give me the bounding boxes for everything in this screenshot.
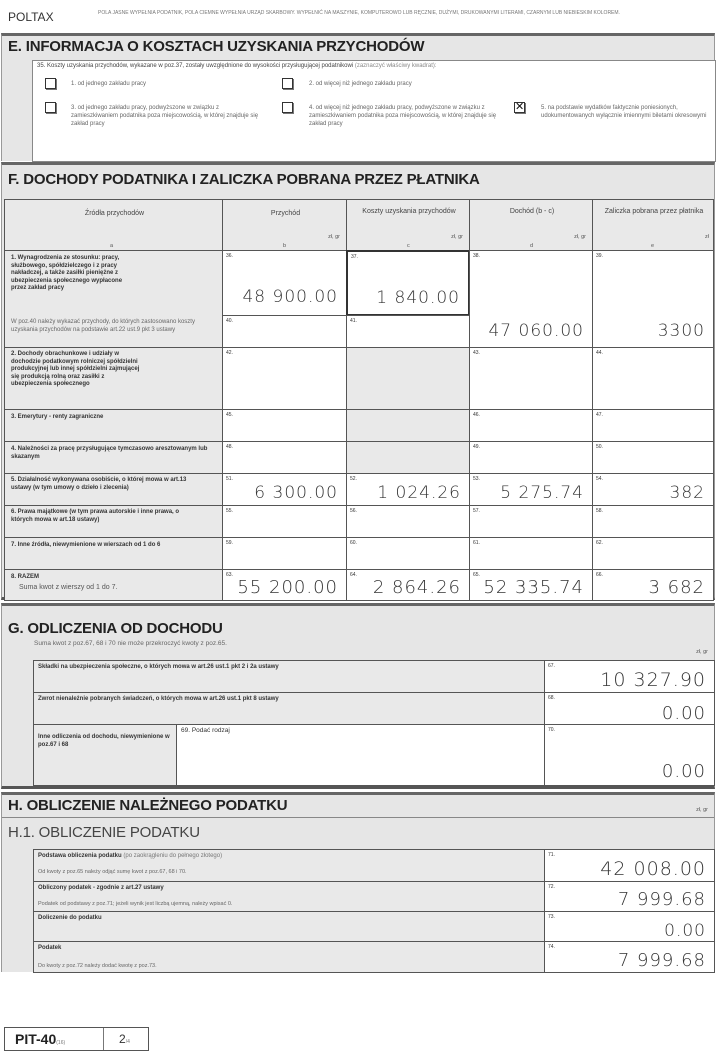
g-row-67-label: Składki na ubezpieczenia społeczne, o których mowa w art.26 ust.1 pkt 2 i 2a ustawy	[33, 660, 545, 693]
field-61[interactable]: 61.	[469, 537, 593, 570]
field-42[interactable]: 42.	[222, 347, 347, 410]
field-36[interactable]: 36. 48 900.00	[222, 250, 347, 316]
field-54[interactable]: 54. 382	[592, 473, 714, 506]
field-57[interactable]: 57.	[469, 505, 593, 538]
field-66[interactable]: 66. 3 682	[592, 569, 714, 601]
row-2-label: 2. Dochody obrachunkowe i udziały w dochodzie podatkowym rolniczej spółdzielni produkcyjnej lub innej spółdzielni zajmującej się produkcją rolną oraz zasiłki z ubezpieczenia społecznego	[4, 347, 223, 410]
checkbox-option-2[interactable]	[282, 78, 293, 89]
field-39[interactable]: 39. 3300	[592, 250, 714, 348]
row-3-label: 3. Emerytury - renty zagraniczne	[4, 409, 223, 442]
divider	[2, 817, 714, 818]
row-6-label: 6. Prawa majątkowe (w tym prawa autorskie i inne prawa, o których mowa w art.18 ustawy)	[4, 505, 223, 538]
field-52[interactable]: 52. 1 024.26	[346, 473, 470, 506]
section-g-unit: zł, gr	[696, 649, 708, 655]
g-row-other-label: Inne odliczenia od dochodu, niewymienione w poz.67 i 68	[33, 724, 177, 786]
h-row-72-label: Obliczony podatek - zgodnie z art.27 ustawy Podatek od podstawy z poz.71; jeżeli wynik jest liczbą ujemną, należy wpisać 0.	[33, 881, 545, 912]
question-35: 35. Koszty uzyskania przychodów, wykazane w poz.37, zostały uwzględnione do wysokości przysługującej podatnikowi (zaznaczyć właściwy kwadrat):	[37, 63, 437, 69]
field-51[interactable]: 51. 6 300.00	[222, 473, 347, 506]
field-disabled-row4	[346, 441, 470, 474]
field-47[interactable]: 47.	[592, 409, 714, 442]
field-59[interactable]: 59.	[222, 537, 347, 570]
field-60[interactable]: 60.	[346, 537, 470, 570]
section-h-title: H. OBLICZENIE NALEŻNEGO PODATKU	[8, 797, 288, 814]
section-h-unit: zł, gr	[696, 807, 708, 813]
field-53[interactable]: 53. 5 275.74	[469, 473, 593, 506]
field-41[interactable]: 41.	[346, 315, 470, 348]
col-header-revenue: Przychód zł, gr b	[222, 199, 347, 251]
form-header	[8, 7, 712, 31]
row-1-label: 1. Wynagrodzenia ze stosunku: pracy, służbowego, spółdzielczego i z pracy nakładczej, a także zasiłki pieniężne z ubezpieczenia społecznego wypłacone przez zakład pracy W poz.40 należy wykazać przychody, do których zastosowano koszty uzyskania przychodów na podstawie art.22 ust.9 pkt 3 ustawy	[4, 250, 223, 348]
field-73[interactable]: 73. 0.00	[544, 911, 715, 942]
field-74[interactable]: 74. 7 999.68	[544, 941, 715, 973]
field-40[interactable]: 40.	[222, 315, 347, 348]
field-disabled-row2	[346, 347, 470, 410]
field-67[interactable]: 67. 10 327.90	[544, 660, 715, 693]
h-row-71-label: Podstawa obliczenia podatku (po zaokrągleniu do pełnego złotego) Od kwoty z poz.65 należy odjąć sumę kwot z poz.67, 68 i 70.	[33, 849, 545, 882]
field-48[interactable]: 48.	[222, 441, 347, 474]
section-h1-subtitle: H.1. OBLICZENIE PODATKU	[8, 824, 200, 841]
section-e-title: E. INFORMACJA O KOSZTACH UZYSKANIA PRZYCHODÓW	[8, 38, 425, 55]
form-footer	[4, 1027, 149, 1051]
field-44[interactable]: 44.	[592, 347, 714, 410]
section-g	[1, 603, 715, 789]
section-g-title: G. ODLICZENIA OD DOCHODU	[8, 620, 223, 637]
section-f-title: F. DOCHODY PODATNIKA I ZALICZKA POBRANA PRZEZ PŁATNIKA	[8, 171, 480, 188]
h-row-74-label: Podatek Do kwoty z poz.72 należy dodać kwotę z poz.73.	[33, 941, 545, 973]
field-46[interactable]: 46.	[469, 409, 593, 442]
page-number: 2/4	[119, 1032, 130, 1046]
field-71[interactable]: 71. 42 008.00	[544, 849, 715, 882]
brand-label: POLTAX	[8, 10, 54, 24]
field-65[interactable]: 65. 52 335.74	[469, 569, 593, 601]
footer-divider	[103, 1028, 104, 1050]
field-72[interactable]: 72. 7 999.68	[544, 881, 715, 912]
field-45[interactable]: 45.	[222, 409, 347, 442]
field-62[interactable]: 62.	[592, 537, 714, 570]
checkbox-option-4[interactable]	[282, 102, 293, 113]
checkbox-option-5[interactable]	[514, 102, 525, 113]
field-58[interactable]: 58.	[592, 505, 714, 538]
field-37[interactable]: 37. 1 840.00	[346, 250, 470, 316]
form-code: PIT-40(16)	[15, 1031, 66, 1047]
col-header-advance: Zaliczka pobrana przez płatnika zł e	[592, 199, 714, 251]
section-f	[1, 162, 715, 600]
col-header-sources: Źródła przychodów a	[4, 199, 223, 251]
field-68[interactable]: 68. 0.00	[544, 692, 715, 725]
h-row-73-label: Doliczenie do podatku	[33, 911, 545, 942]
checkbox-option-1[interactable]	[45, 78, 56, 89]
row-5-label: 5. Działalność wykonywana osobiście, o której mowa w art.13 ustawy (w tym umowy o dzieło i zlecenia)	[4, 473, 223, 506]
field-49[interactable]: 49.	[469, 441, 593, 474]
field-69-kind[interactable]: 69. Podać rodzaj	[176, 724, 545, 786]
field-disabled-row3	[346, 409, 470, 442]
section-e	[1, 33, 715, 161]
option-4-label: 4. od więcej niż jednego zakładu pracy, podwyższone w związku z zamieszkiwaniem podatnika poza miejscowością, w której znajduje się zakład pracy	[309, 105, 497, 127]
instructions-note: POLA JASNE WYPEŁNIA PODATNIK, POLA CIEMNE WYPEŁNIA URZĄD SKARBOWY. WYPEŁNIĆ NA MASZYNIE, KOMPUTEROWO LUB RĘCZNIE, DUŻYMI, DRUKOWANYMI LITERAMI, CZARNYM LUB NIEBIESKIM KOLOREM.	[98, 10, 620, 16]
checkbox-option-3[interactable]	[45, 102, 56, 113]
option-3-label: 3. od jednego zakładu pracy, podwyższone w związku z zamieszkiwaniem podatnika poza miejscowością, w której znajduje się zakład pracy	[71, 105, 259, 127]
field-63[interactable]: 63. 55 200.00	[222, 569, 347, 601]
field-43[interactable]: 43.	[469, 347, 593, 410]
field-50[interactable]: 50.	[592, 441, 714, 474]
option-1-label: 1. od jednego zakładu pracy	[71, 81, 147, 87]
field-55[interactable]: 55.	[222, 505, 347, 538]
field-56[interactable]: 56.	[346, 505, 470, 538]
section-h	[1, 792, 715, 972]
row-4-label: 4. Należności za pracę przysługujące tymczasowo aresztowanym lub skazanym	[4, 441, 223, 474]
section-g-note: Suma kwot z poz.67, 68 i 70 nie może przekroczyć kwoty z poz.65.	[34, 640, 227, 647]
row-7-label: 7. Inne źródła, niewymienione w wierszach od 1 do 6	[4, 537, 223, 570]
costs-info-box	[32, 60, 716, 162]
col-header-costs: Koszty uzyskania przychodów zł, gr c	[346, 199, 470, 251]
field-38[interactable]: 38. 47 060.00	[469, 250, 593, 348]
option-5-label: 5. na podstawie wydatków faktycznie poniesionych, udokumentowanych wyłącznie imiennymi biletami okresowymi	[541, 105, 707, 119]
row-8-label: 8. RAZEM Suma kwot z wierszy od 1 do 7.	[4, 569, 223, 601]
option-2-label: 2. od więcej niż jednego zakładu pracy	[309, 81, 412, 87]
field-70[interactable]: 70. 0.00	[544, 724, 715, 786]
g-row-68-label: Zwrot nienależnie pobranych świadczeń, o których mowa w art.26 ust.1 pkt 8 ustawy	[33, 692, 545, 725]
col-header-income: Dochód (b - c) zł, gr d	[469, 199, 593, 251]
field-64[interactable]: 64. 2 864.26	[346, 569, 470, 601]
